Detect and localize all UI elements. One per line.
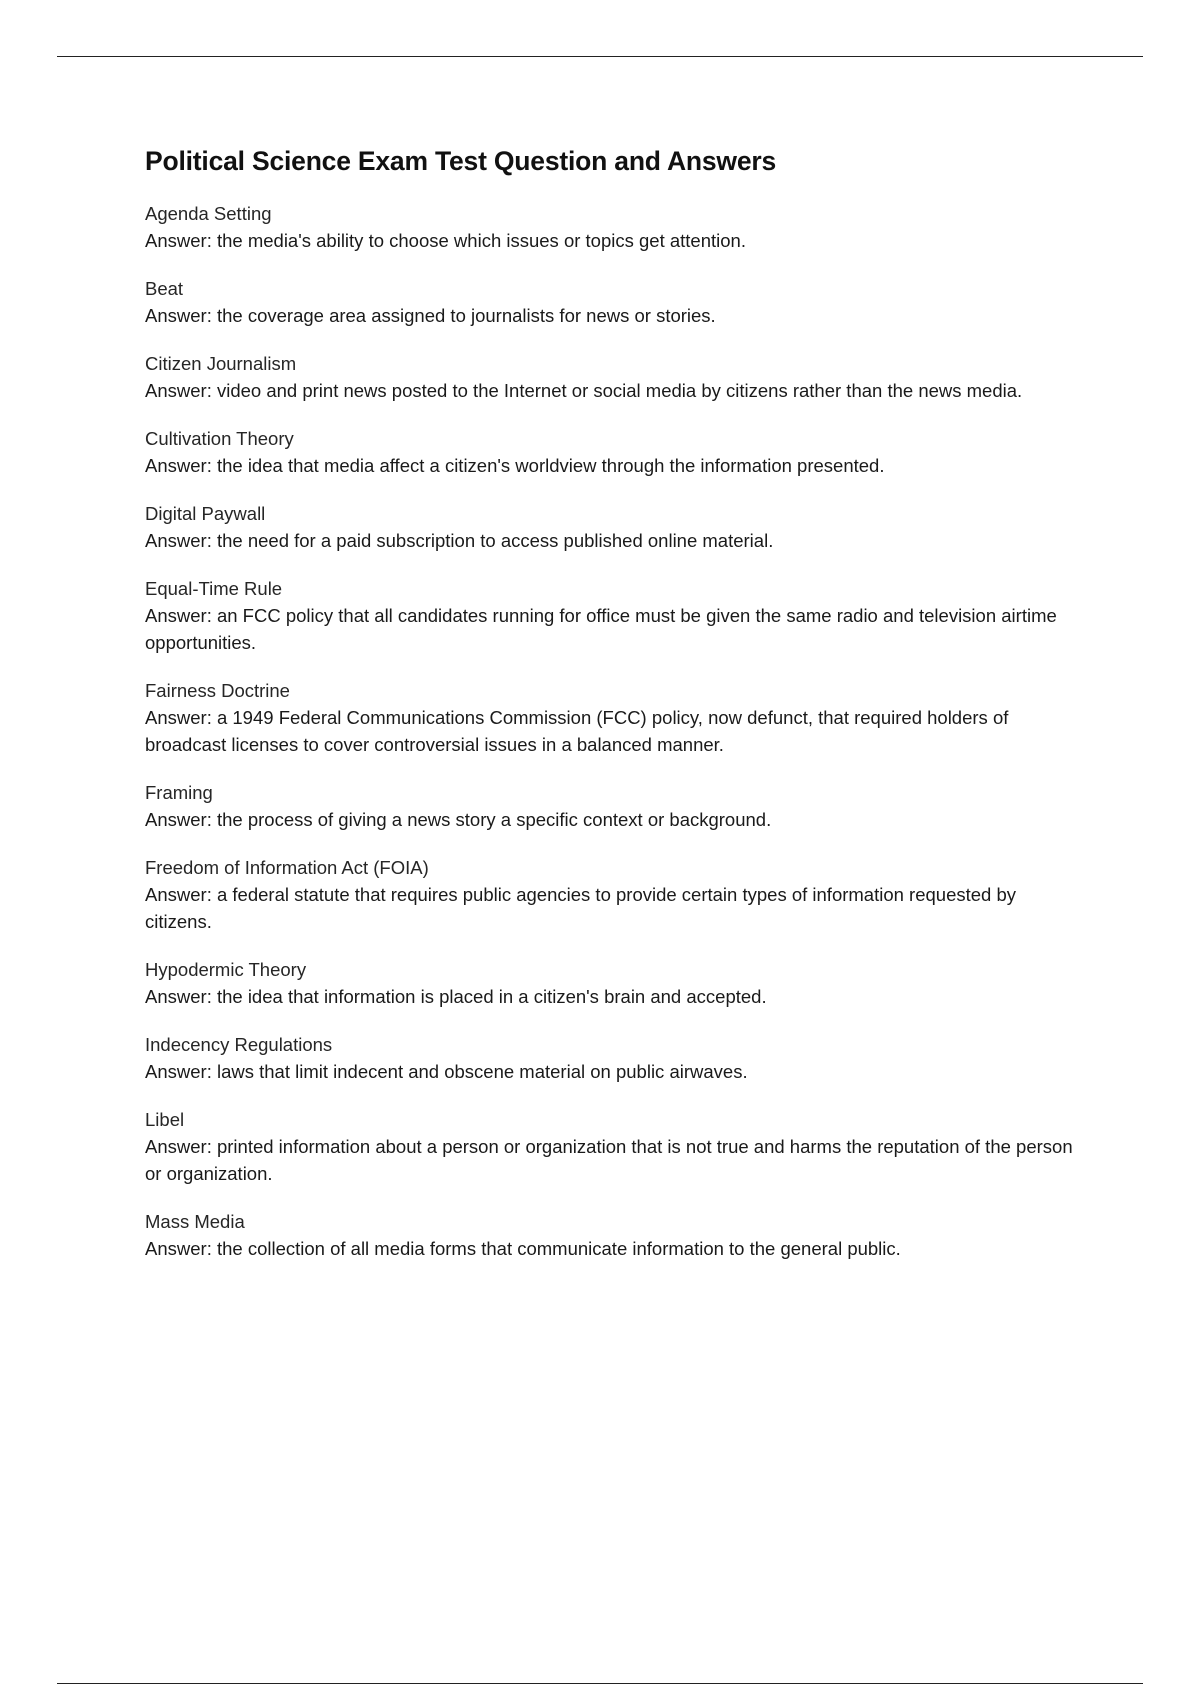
entry-term: Citizen Journalism	[145, 352, 297, 374]
entry-framing	[145, 779, 1085, 833]
entry-indecency-regulations	[145, 1031, 1085, 1085]
entry-answer: Answer: a federal statute that requires public agencies to provide certain types of information requested by citizens.	[145, 883, 1017, 932]
entry-answer: Answer: an FCC policy that all candidates running for office must be given the same radio and television airtime opportunities.	[145, 604, 1057, 653]
entry-libel	[145, 1106, 1085, 1187]
entry-answer: Answer: video and print news posted to the Internet or social media by citizens rather than the news media.	[145, 379, 1023, 401]
entry-digital-paywall	[145, 500, 1085, 554]
entry-foia	[145, 854, 1085, 935]
entry-agenda-setting	[145, 200, 1085, 254]
entry-answer: Answer: printed information about a person or organization that is not true and harms the reputation of the person or organization.	[145, 1135, 1073, 1184]
entry-term: Framing	[145, 781, 213, 803]
entry-term: Agenda Setting	[145, 202, 272, 224]
entry-answer: Answer: the idea that media affect a citizen's worldview through the information presented.	[145, 454, 885, 476]
entry-term: Libel	[145, 1108, 185, 1130]
entry-term: Equal-Time Rule	[145, 577, 283, 599]
entry-equal-time-rule	[145, 575, 1085, 656]
entry-term: Fairness Doctrine	[145, 679, 290, 701]
entry-hypodermic-theory	[145, 956, 1085, 1010]
entry-beat	[145, 275, 1085, 329]
entry-answer: Answer: the media's ability to choose which issues or topics get attention.	[145, 229, 746, 251]
entry-answer: Answer: laws that limit indecent and obscene material on public airwaves.	[145, 1060, 748, 1082]
entry-term: Hypodermic Theory	[145, 958, 307, 980]
entry-mass-media	[145, 1208, 1085, 1262]
entry-term: Beat	[145, 277, 184, 299]
entry-answer: Answer: the coverage area assigned to journalists for news or stories.	[145, 304, 716, 326]
page-title: Political Science Exam Test Question and Answers	[145, 146, 777, 176]
entry-citizen-journalism	[145, 350, 1085, 404]
entry-answer: Answer: the collection of all media forms that communicate information to the general public.	[145, 1237, 901, 1259]
entry-answer: Answer: a 1949 Federal Communications Commission (FCC) policy, now defunct, that required holders of broadcast licenses to cover controversial issues in a balanced manner.	[145, 706, 1009, 755]
entry-term: Freedom of Information Act (FOIA)	[145, 856, 429, 878]
entry-cultivation-theory	[145, 425, 1085, 479]
entry-term: Digital Paywall	[145, 502, 266, 524]
entry-term: Cultivation Theory	[145, 427, 294, 449]
entry-term: Indecency Regulations	[145, 1033, 333, 1055]
document-body	[145, 146, 1085, 1283]
top-rule	[57, 56, 1143, 57]
bottom-rule	[57, 1683, 1143, 1684]
entry-answer: Answer: the need for a paid subscription to access published online material.	[145, 529, 774, 551]
entry-answer: Answer: the process of giving a news story a specific context or background.	[145, 808, 772, 830]
entry-answer: Answer: the idea that information is placed in a citizen's brain and accepted.	[145, 985, 767, 1007]
entry-fairness-doctrine	[145, 677, 1085, 758]
entry-term: Mass Media	[145, 1210, 245, 1232]
